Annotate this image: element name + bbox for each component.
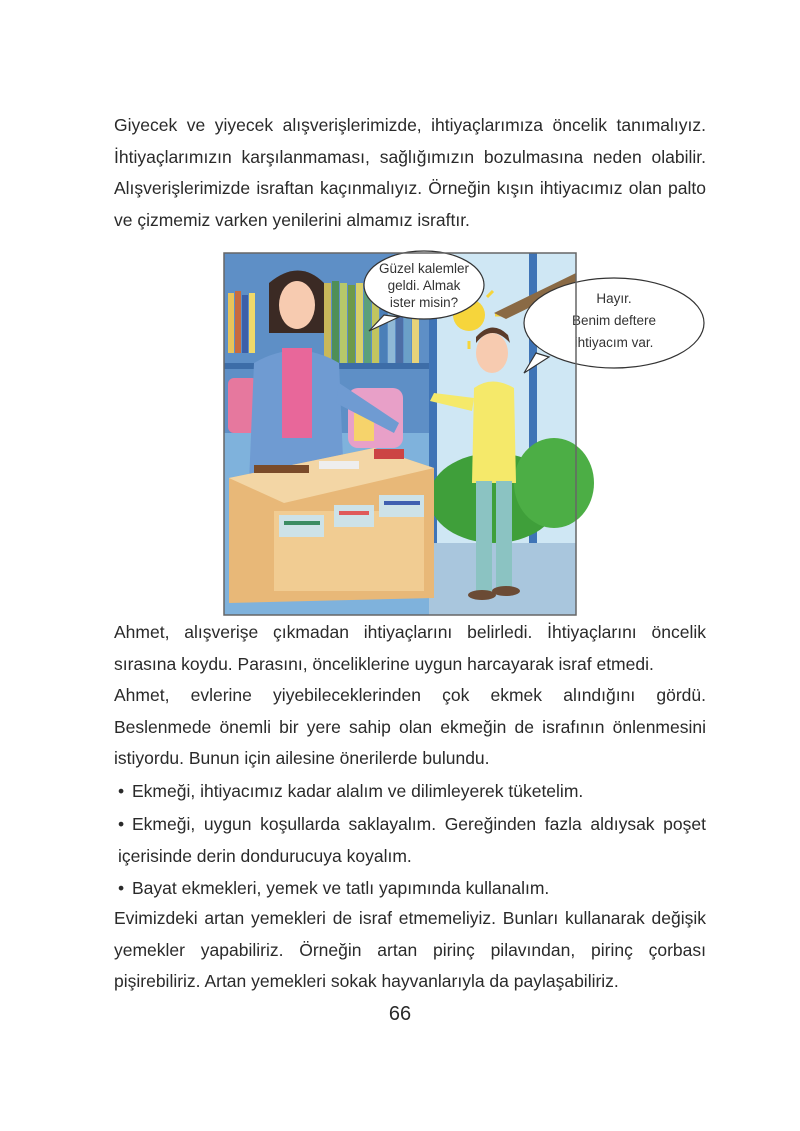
bullet-symbol: • — [118, 878, 125, 898]
bullet-symbol: • — [118, 781, 125, 801]
pencils — [254, 465, 309, 473]
bubble-line-2: Benim deftere — [571, 313, 657, 328]
paragraph-leftover-food: Evimizdeki artan yemekleri de israf etmemeliyiz. Bunları kullanarak değişik yemekler yapabiliriz. Örneğin artan pirinç pilavından, pirinç çorbası pişirebiliriz. Artan yemekleri sokak hayvanlarıyla da paylaşabiliriz. — [114, 908, 706, 991]
bubble-line-3: ister misin? — [389, 295, 459, 310]
erasers — [319, 461, 359, 469]
sharpeners — [374, 449, 404, 459]
shop-illustration — [224, 253, 657, 615]
bubble-line-3: ihtiyacım var. — [574, 335, 654, 350]
page-number: 66 — [388, 1003, 412, 1025]
bubble-line-1: Hayır. — [596, 291, 632, 306]
paragraph-ahmet-priorities: Ahmet, alışverişe çıkmadan ihtiyaçlarını belirledi. İhtiyaçlarını öncelik sırasına koydu. Parasını, önceliklerine uygun harcayarak israf etmedi. — [114, 622, 706, 674]
bullet-text: Ekmeği, uygun koşullarda saklayalım. Gereğinden fazla aldıysak poşet içerisinde derin dondurucuya koyalım. — [118, 814, 706, 866]
bullet-text: Ekmeği, ihtiyacımız kadar alalım ve dilimleyerek tüketelim. — [132, 781, 584, 801]
bullet-item — [118, 776, 706, 808]
bullet-item — [118, 873, 706, 905]
bullet-text: Bayat ekmekleri, yemek ve tatlı yapımında kullanalım. — [132, 878, 550, 898]
bullet-item — [118, 809, 706, 872]
intro-paragraph: Giyecek ve yiyecek alışverişlerimizde, ihtiyaçlarımıza öncelik tanımalıyız. İhtiyaçlarımızın karşılanmaması, sağlığımızın bozulmasına neden olabilir. Alışverişlerimizde israftan kaçınmalıyız. Örneğin kışın ihtiyacımız olan palto ve çizmemiz varken yenilerini almamız israftır. — [114, 115, 706, 230]
bubble-line-2: geldi. Almak — [387, 278, 461, 293]
paragraph-bread-waste: Ahmet, evlerine yiyebileceklerinden çok ekmek alındığını gördü. Beslenmede önemli bir yere sahip olan ekmeğin de israfının önlenmesini istiyordu. Bunun için ailesine önerilerde bulundu. — [114, 685, 706, 768]
bubble-line-1: Güzel kalemler — [378, 261, 470, 276]
display-counter — [229, 448, 434, 603]
bullet-symbol: • — [118, 814, 125, 834]
